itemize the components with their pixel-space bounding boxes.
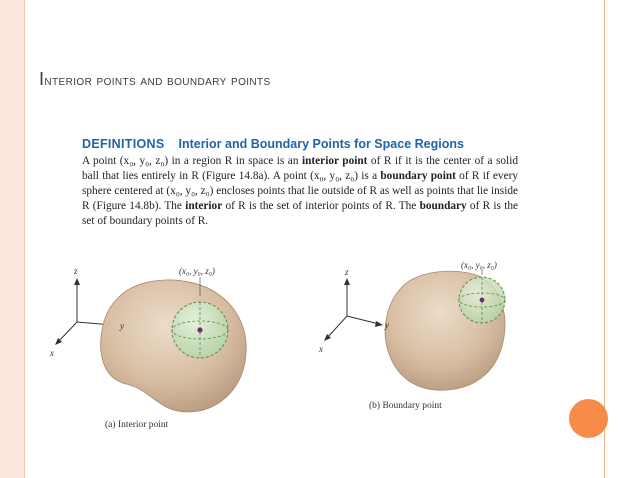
definition-title: Interior and Boundary Points for Space Regions: [178, 137, 464, 151]
slide-title: Interior points and boundary points: [39, 69, 271, 89]
interior-point-illustration: [40, 262, 300, 442]
definition-text: of R is the set of interior points of R. The: [222, 200, 420, 212]
definition-heading: [82, 137, 518, 151]
term-interior-point: interior point: [301, 155, 368, 167]
definition-body: [82, 154, 518, 229]
definition-label: DEFINITIONS: [82, 137, 165, 151]
axis-label-z: z: [345, 267, 349, 277]
figure-boundary-point: [305, 258, 545, 423]
figure-interior-point: [40, 262, 300, 442]
boundary-point-illustration: [305, 258, 545, 423]
definition-box: [82, 137, 518, 229]
caption-interior-point: (a) Interior point: [105, 420, 169, 430]
caption-boundary-point: (b) Boundary point: [369, 401, 442, 411]
term-interior: interior: [185, 200, 223, 212]
point-label-b: (x₀, y₀, z₀): [461, 260, 497, 270]
axis-label-x: x: [319, 344, 323, 354]
axes-b: [324, 278, 383, 341]
definition-text: of R if it is the center of a solid ball that lies entirely in R (Figure 14.8a). A point (x₀, y₀, z₀) is a: [82, 155, 518, 182]
axis-label-y: y: [385, 320, 389, 330]
definition-text: A point (x₀, y₀, z₀) in a region R in space is an: [82, 155, 302, 167]
definition-text: of R is the set of boundary points of R.: [82, 200, 518, 227]
term-boundary-point: boundary point: [380, 170, 456, 182]
definition-text: of R if every sphere centered at (x₀, y₀, z₀) encloses points that lie outside of R as well as points that lie inside R (Figure 14.8b). The: [82, 170, 518, 212]
region-r-blob: [101, 280, 247, 412]
accent-circle: [569, 399, 608, 438]
point-label-a: (x₀, y₀, z₀): [179, 266, 215, 276]
term-boundary: boundary: [419, 200, 467, 212]
left-decorative-stripe: [0, 0, 25, 478]
axis-label-z: z: [74, 266, 78, 276]
axis-label-x: x: [50, 348, 54, 358]
axis-label-y: y: [120, 321, 124, 331]
